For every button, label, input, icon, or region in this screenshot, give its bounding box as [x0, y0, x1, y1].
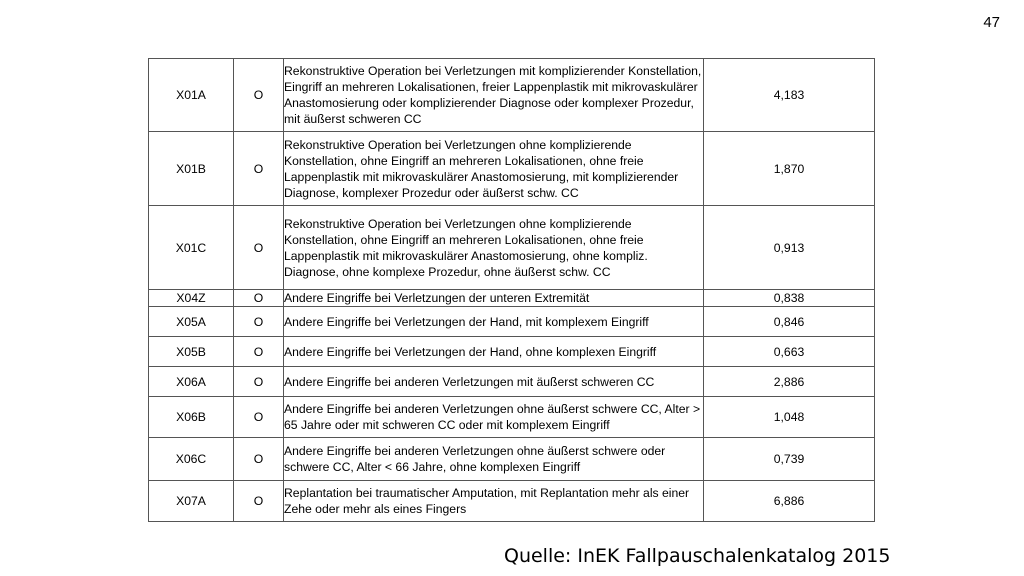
drg-type: O [234, 59, 284, 132]
drg-description: Rekonstruktive Operation bei Verletzungen mit komplizierender Konstellation, Eingriff an mehreren Lokalisationen, freier Lappenplastik mit mikrovaskulärer Anastomosierung oder komplizierender Diagnose oder komplexer Prozedur, mit äußerst schweren CC [284, 59, 704, 132]
drg-weight: 0,913 [704, 206, 875, 290]
source-citation: Quelle: InEK Fallpauschalenkatalog 2015 [504, 545, 891, 567]
table-row [149, 206, 875, 290]
drg-weight: 1,048 [704, 397, 875, 438]
table-row [149, 337, 875, 367]
drg-code: X01B [149, 132, 234, 206]
drg-type: O [234, 337, 284, 367]
drg-type: O [234, 132, 284, 206]
drg-code: X05B [149, 337, 234, 367]
drg-weight: 4,183 [704, 59, 875, 132]
table-row [149, 397, 875, 438]
drg-description: Andere Eingriffe bei anderen Verletzungen mit äußerst schweren CC [284, 367, 704, 397]
table-row [149, 132, 875, 206]
drg-type: O [234, 438, 284, 481]
drg-weight: 0,739 [704, 438, 875, 481]
table-row [149, 307, 875, 337]
drg-type: O [234, 481, 284, 522]
drg-code: X01C [149, 206, 234, 290]
drg-code: X04Z [149, 290, 234, 307]
drg-weight: 0,846 [704, 307, 875, 337]
drg-table [148, 58, 875, 522]
drg-description: Andere Eingriffe bei anderen Verletzungen ohne äußerst schwere CC, Alter > 65 Jahre oder mit schweren CC oder mit komplexem Eingriff [284, 397, 704, 438]
table-row [149, 481, 875, 522]
drg-description: Rekonstruktive Operation bei Verletzungen ohne komplizierende Konstellation, ohne Eingriff an mehreren Lokalisationen, ohne freie Lappenplastik mit mikrovaskulärer Anastomosierung, ohne kompliz. Diagnose, ohne komplexe Prozedur, ohne äußerst schw. CC [284, 206, 704, 290]
drg-weight: 6,886 [704, 481, 875, 522]
drg-code: X06C [149, 438, 234, 481]
drg-code: X07A [149, 481, 234, 522]
drg-type: O [234, 206, 284, 290]
drg-type: O [234, 367, 284, 397]
drg-weight: 0,838 [704, 290, 875, 307]
drg-weight: 2,886 [704, 367, 875, 397]
drg-description: Replantation bei traumatischer Amputation, mit Replantation mehr als einer Zehe oder mehr als eines Fingers [284, 481, 704, 522]
drg-description: Rekonstruktive Operation bei Verletzungen ohne komplizierende Konstellation, ohne Eingriff an mehreren Lokalisationen, ohne freie Lappenplastik mit mikrovaskulärer Anastomosierung, mit komplizierender Diagnose, komplexer Prozedur oder äußerst schw. CC [284, 132, 704, 206]
drg-description: Andere Eingriffe bei Verletzungen der unteren Extremität [284, 290, 704, 307]
drg-description: Andere Eingriffe bei Verletzungen der Hand, mit komplexem Eingriff [284, 307, 704, 337]
table-row [149, 59, 875, 132]
page-number: 47 [983, 14, 1000, 31]
drg-weight: 1,870 [704, 132, 875, 206]
drg-type: O [234, 397, 284, 438]
drg-code: X06B [149, 397, 234, 438]
drg-type: O [234, 307, 284, 337]
drg-code: X05A [149, 307, 234, 337]
drg-description: Andere Eingriffe bei anderen Verletzungen ohne äußerst schwere oder schwere CC, Alter < 66 Jahre, ohne komplexen Eingriff [284, 438, 704, 481]
drg-weight: 0,663 [704, 337, 875, 367]
table-row [149, 438, 875, 481]
drg-type: O [234, 290, 284, 307]
drg-description: Andere Eingriffe bei Verletzungen der Hand, ohne komplexen Eingriff [284, 337, 704, 367]
table-row [149, 290, 875, 307]
drg-code: X01A [149, 59, 234, 132]
drg-code: X06A [149, 367, 234, 397]
table-row [149, 367, 875, 397]
